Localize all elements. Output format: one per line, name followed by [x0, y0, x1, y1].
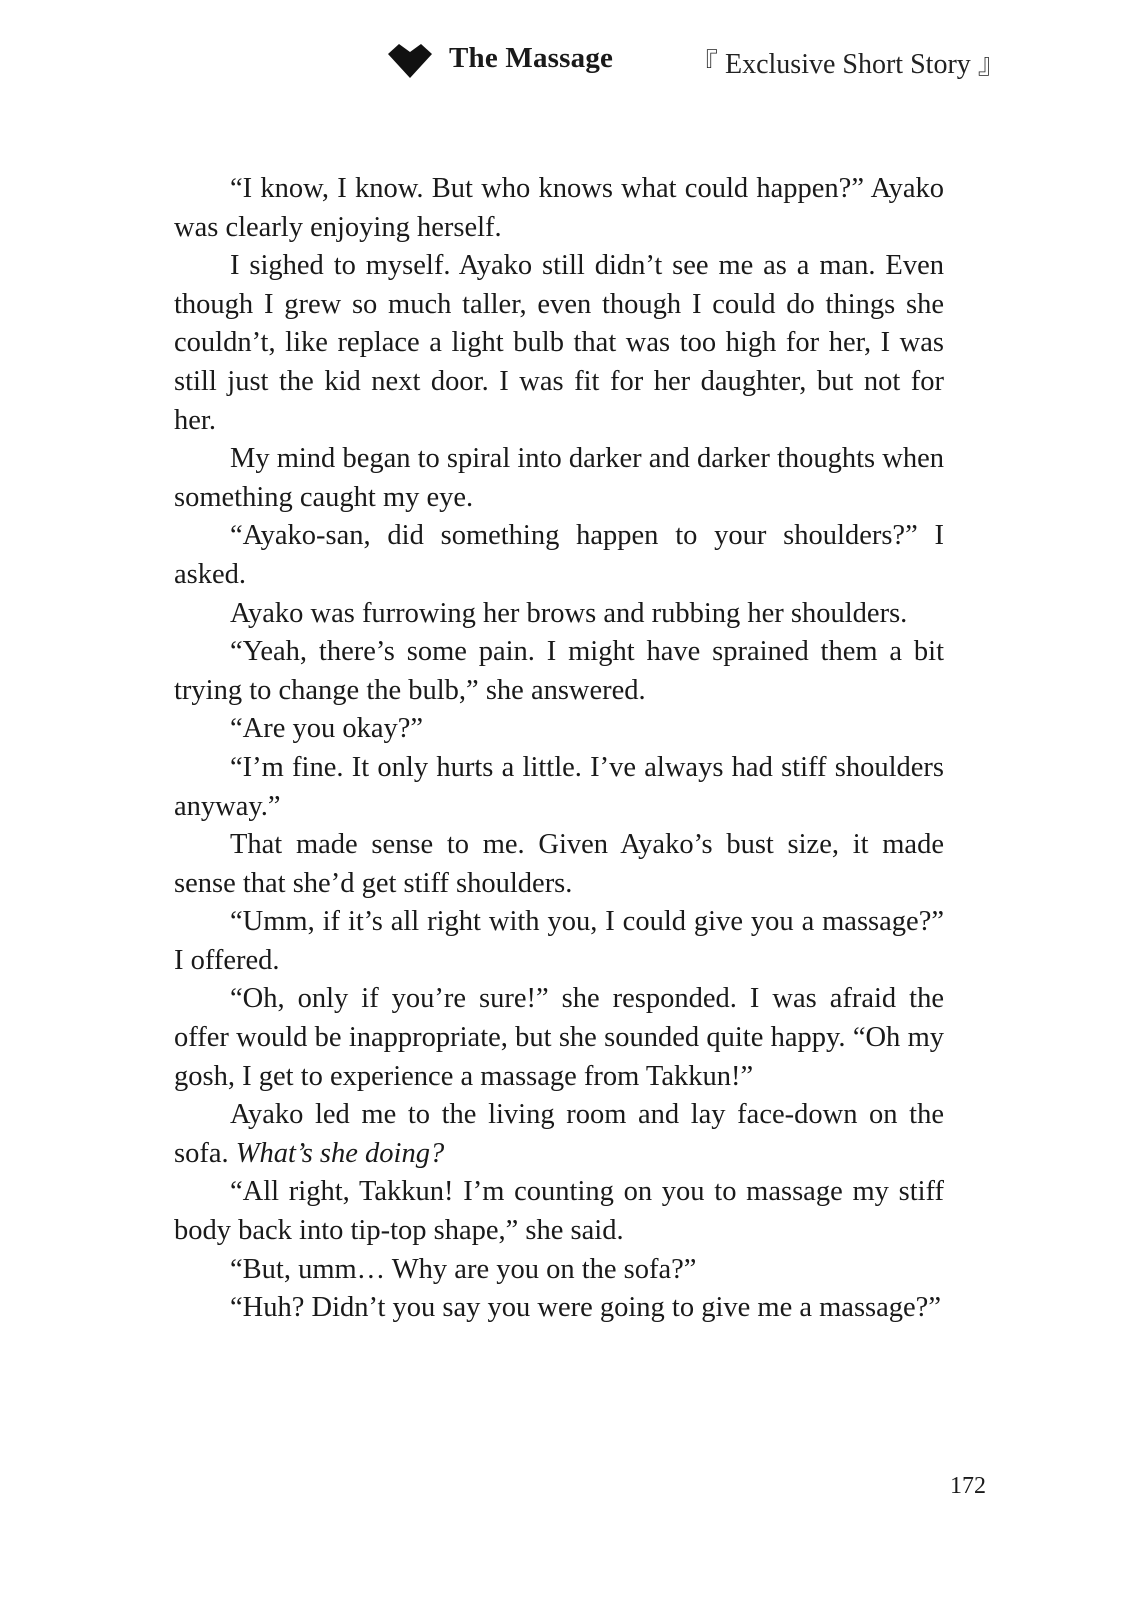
page-header — [0, 36, 1123, 84]
paragraph: My mind began to spiral into darker and darker thoughts when something caught my eye. — [174, 443, 944, 513]
story-body — [174, 170, 944, 1328]
heart-icon — [388, 44, 432, 78]
paragraph: “I know, I know. But who knows what could happen?” Ayako was clearly enjoying herself. — [174, 173, 944, 243]
page-number: 172 — [950, 1473, 986, 1499]
series-label: 『 Exclusive Short Story 』 — [690, 49, 1006, 80]
paragraph: “All right, Takkun! I’m counting on you to massage my stiff body back into tip-top shape,” she said. — [174, 1176, 944, 1247]
paragraph: I sighed to myself. Ayako still didn’t see me as a man. Even though I grew so much taller, even though I could do things she couldn’t, like replace a light bulb that was too high for her, I was still just the kid next door. I was fit for her daughter, but not for her. — [174, 250, 944, 436]
italic-thought: What’s she doing? — [235, 1137, 445, 1169]
paragraph: “Umm, if it’s all right with you, I could give you a massage?” I offered. — [174, 906, 944, 976]
paragraph: That made sense to me. Given Ayako’s bust size, it made sense that she’d get stiff shoulders. — [174, 829, 944, 899]
paragraph-text: Ayako led me to the living room and lay face-down on the sofa. — [174, 1099, 944, 1169]
paragraph — [174, 1096, 944, 1173]
paragraph: “Are you okay?” — [230, 713, 424, 745]
paragraph: “Yeah, there’s some pain. I might have sprained them a bit trying to change the bulb,” she answered. — [174, 636, 944, 706]
chapter-title: The Massage — [449, 42, 614, 74]
paragraph: “Huh? Didn’t you say you were going to give me a massage?” — [230, 1292, 941, 1324]
paragraph: “Oh, only if you’re sure!” she responded. I was afraid the offer would be inappropriate, but she sounded quite happy. “Oh my gosh, I get to experience a massage from Takkun!” — [174, 983, 944, 1092]
paragraph: “But, umm… Why are you on the sofa?” — [230, 1253, 697, 1285]
paragraph: “I’m fine. It only hurts a little. I’ve always had stiff shoulders anyway.” — [174, 751, 944, 822]
paragraph: “Ayako-san, did something happen to your shoulders?” I asked. — [174, 520, 944, 590]
paragraph: Ayako was furrowing her brows and rubbing her shoulders. — [230, 597, 908, 629]
